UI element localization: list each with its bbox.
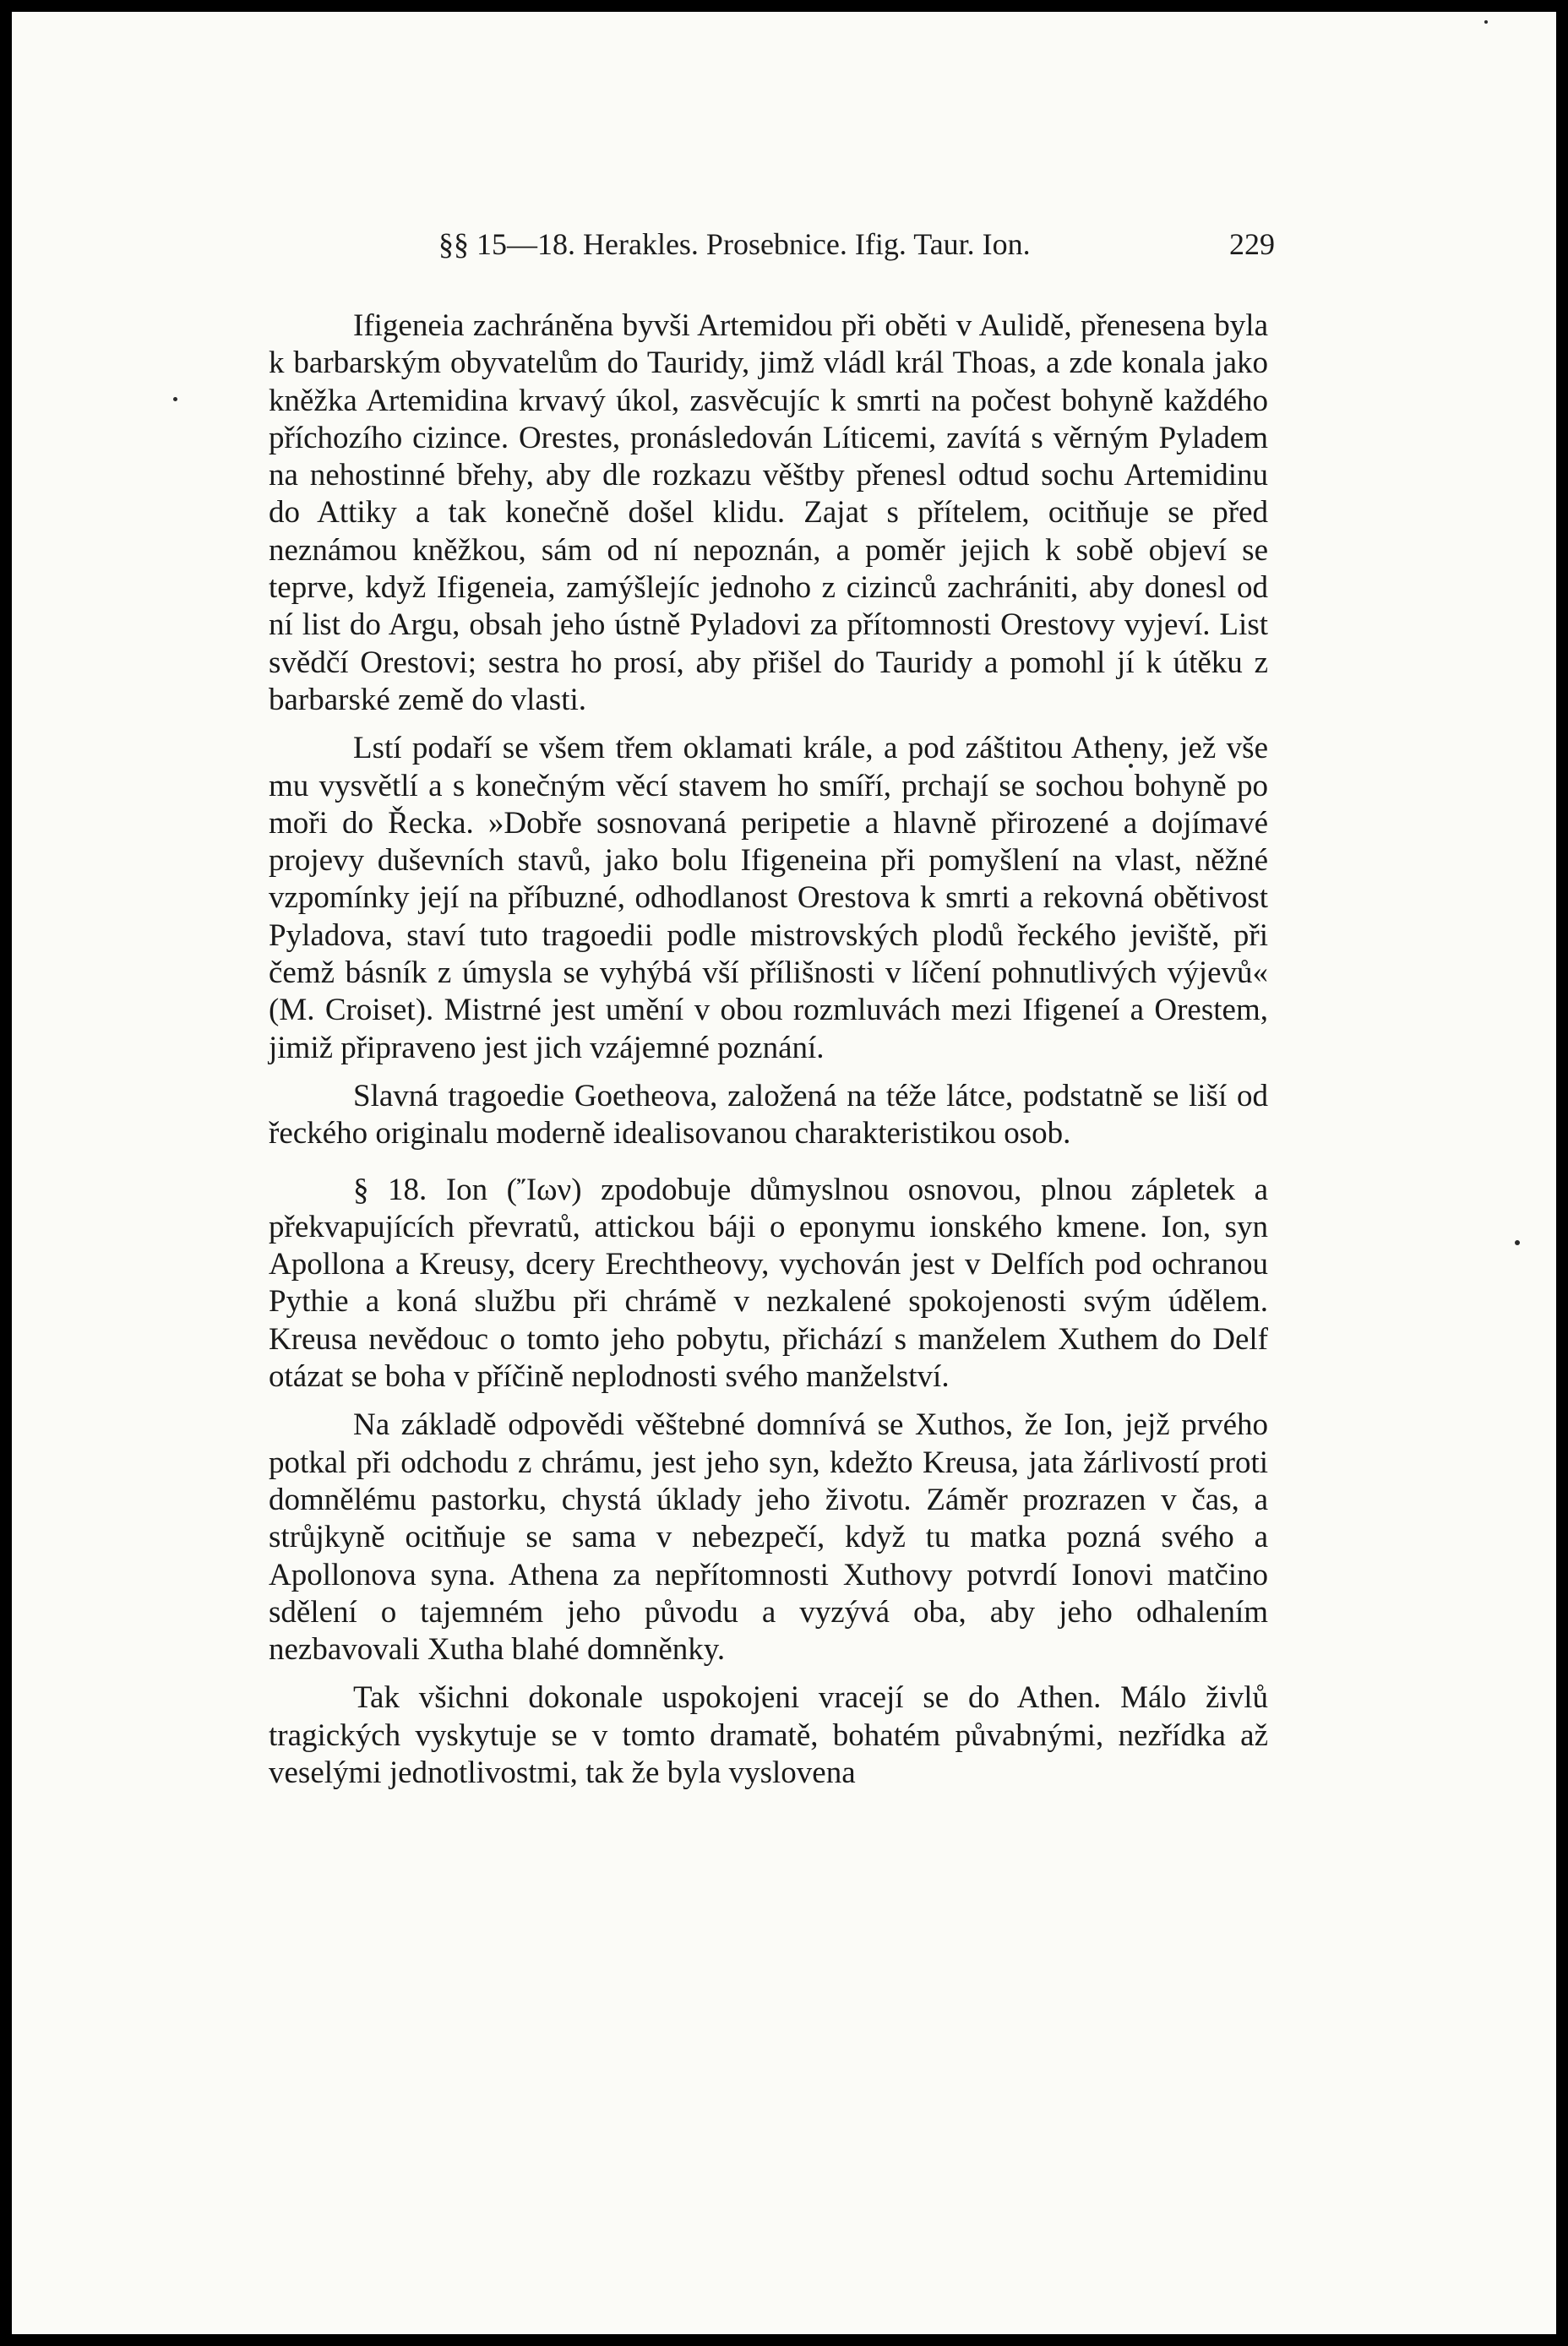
- scan-speck: [1484, 20, 1488, 24]
- running-head-title: §§ 15—18. Herakles. Prosebnice. Ifig. Taur. Ion.: [438, 227, 1031, 261]
- scan-speck: [173, 397, 177, 401]
- paragraph-section-18-ion: § 18. Ion (Ἴων) zpodobuje důmyslnou osnovou, plnou zápletek a překvapujících převratů, attickou báji o eponymu ionského kmene. Ion, syn Apollona a Kreusy, dcery Erechtheovy, vychován jest v Delfích pod ochranou Pythie a koná službu při chrámě v nezkalené spokojenosti svým údělem. Kreusa nevědouc o tomto jeho pobytu, přichází s manželem Xuthem do Delf otázat se boha v příčině neplodnosti svého manželství.: [269, 1172, 1268, 1395]
- page-number: 229: [1229, 227, 1275, 261]
- scan-speck: [1515, 1240, 1520, 1245]
- book-page: [12, 12, 1556, 2334]
- paragraph-goethe-tragedy: Slavná tragoedie Goetheova, založená na téže látce, podstatně se liší od řeckého originalu moderně idealisovanou charakteristikou osob.: [269, 1078, 1268, 1151]
- paragraph-ion-oracle: Na základě odpovědi věštebné domnívá se Xuthos, že Ion, jejž prvého potkal při odchodu z chrámu, jest jeho syn, kdežto Kreusa, jata žárlivostí proti domnělému pastorku, chystá úklady jeho životu. Záměr prozrazen v čas, a strůjkyně ocitňuje se sama v nebezpečí, když tu matka pozná svého a Apollonova syna. Athena za nepřítomnosti Xuthovy potvrdí Ionovi matčino sdělení o tajemném jeho původu a vyzývá oba, aby jeho odhalením nezbavovali Xutha blahé domněnky.: [269, 1407, 1268, 1668]
- running-head: [438, 226, 1275, 264]
- paragraph-iphigenia-escape: Lstí podaří se všem třem oklamati krále, a pod záštitou Atheny, jež vše mu vysvětlí a s konečným věcí stavem ho smíří, prchají se sochou bohyně po moři do Řecka. »Dobře sosnovaná peripetie a hlavně přirozené a dojímavé projevy duševních stavů, jako bolu Ifigeneina při pomyšlení na vlast, něžné vzpomínky její na příbuzné, odhodlanost Orestova k smrti a rekovná obětivost Pyladova, staví tuto tragoedii podle mistrovských plodů řeckého jeviště, při čemž básník z úmysla se vyhýbá vší přílišnosti v líčení pohnutlivých výjevů« (M. Croiset). Mistrné jest umění v obou rozmluvách mezi Ifigeneí a Orestem, jimiž připraveno jest jich vzájemné poznání.: [269, 731, 1268, 1065]
- paragraph-iphigenia-plot: Ifigeneia zachráněna byvši Artemidou při oběti v Aulidě, přenesena byla k barbarským obyvatelům do Tauridy, jimž vládl král Thoas, a zde konala jako kněžka Artemidina krvavý úkol, zasvěcujíc k smrti na počest bohyně každého příchozího cizince. Orestes, pronásledován Líticemi, zavítá s věrným Pyladem na nehostinné břehy, aby dle rozkazu věštby přenesl odtud sochu Artemidinu do Attiky a tak konečně došel klidu. Zajat s přítelem, ocitňuje se před neznámou kněžkou, sám od ní nepoznán, a poměr jejich k sobě objeví se teprve, když Ifigeneia, zamýšlejíc jednoho z cizinců zachrániti, aby donesl od ní list do Argu, obsah jeho ústně Pyladovi za přítomnosti Orestovy vyjeví. List svědčí Orestovi; sestra ho prosí, aby přišel do Tauridy a pomohl jí k útěku z barbarské země do vlasti.: [269, 308, 1268, 717]
- paragraph-ion-conclusion: Tak všichni dokonale uspokojeni vracejí se do Athen. Málo živlů tragických vyskytuje se v tomto dramatě, bohatém půvabnými, nezřídka až veselými jednotlivostmi, tak že byla vyslovena: [269, 1680, 1268, 1790]
- body-text: [269, 308, 1268, 1803]
